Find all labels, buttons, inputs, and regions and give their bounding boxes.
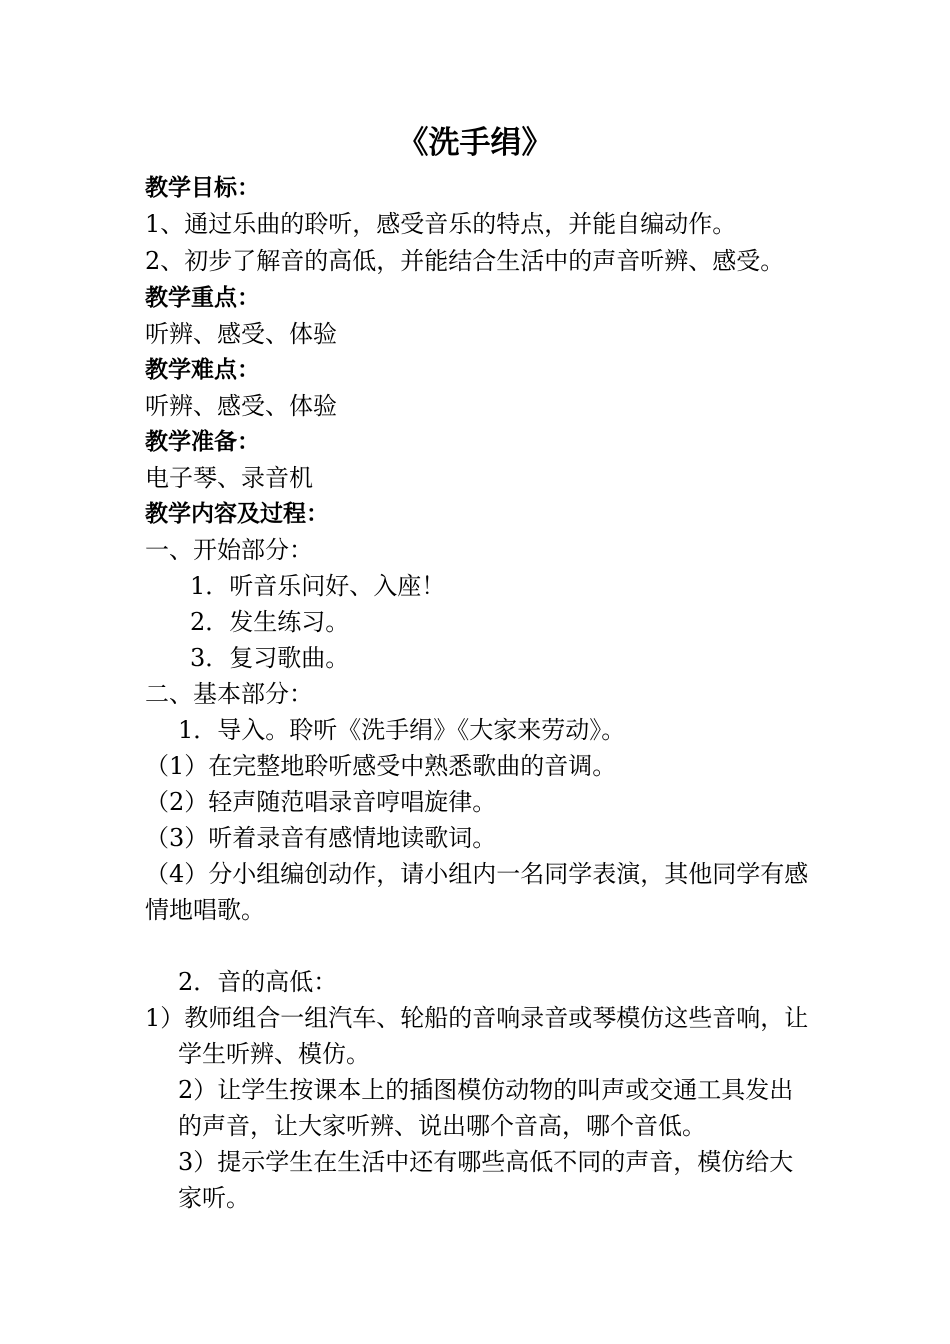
pitch-item: 2）让学生按课本上的插图模仿动物的叫声或交通工具发出	[178, 1076, 794, 1104]
process-heading: 教学内容及过程：	[145, 501, 329, 527]
pitch-item-continued: 学生听辨、模仿。	[178, 1040, 370, 1068]
preparation-heading: 教学准备：	[145, 429, 260, 455]
difficulties-text: 听辨、感受、体验	[145, 392, 337, 420]
preparation-text: 电子琴、录音机	[145, 464, 313, 492]
sub-item: （2）轻声随范唱录音哼唱旋律。	[145, 788, 497, 816]
goals-heading: 教学目标：	[145, 175, 260, 201]
part1-step: 3．复习歌曲。	[190, 644, 350, 672]
difficulties-heading: 教学难点：	[145, 357, 260, 383]
part2-step1: 1．导入。聆听《洗手绢》《大家来劳动》。	[178, 716, 626, 744]
part2-step2: 2．音的高低：	[178, 968, 338, 996]
sub-item: （1）在完整地聆听感受中熟悉歌曲的音调。	[145, 752, 617, 780]
sub-item-continued: 情地唱歌。	[145, 896, 265, 924]
sub-item: （3）听着录音有感情地读歌词。	[145, 824, 497, 852]
key-points-text: 听辨、感受、体验	[145, 320, 337, 348]
part1-step: 1．听音乐问好、入座！	[190, 572, 446, 600]
goal-item: 2、初步了解音的高低，并能结合生活中的声音听辨、感受。	[145, 247, 785, 275]
pitch-item-continued: 家听。	[178, 1184, 250, 1212]
pitch-item: 1）教师组合一组汽车、轮船的音响录音或琴模仿这些音响，让	[145, 1004, 809, 1032]
goal-item: 1、通过乐曲的聆听，感受音乐的特点，并能自编动作。	[145, 210, 737, 238]
pitch-item-continued: 的声音，让大家听辨、说出哪个音高，哪个音低。	[178, 1112, 706, 1140]
part1-step: 2．发生练习。	[190, 608, 350, 636]
part2-title: 二、基本部分：	[145, 680, 313, 708]
page-title: 《洗手绢》	[397, 125, 553, 161]
key-points-heading: 教学重点：	[145, 285, 260, 311]
part1-title: 一、开始部分：	[145, 536, 313, 564]
sub-item: （4）分小组编创动作，请小组内一名同学表演，其他同学有感	[145, 860, 809, 888]
pitch-item: 3）提示学生在生活中还有哪些高低不同的声音，模仿给大	[178, 1148, 794, 1176]
